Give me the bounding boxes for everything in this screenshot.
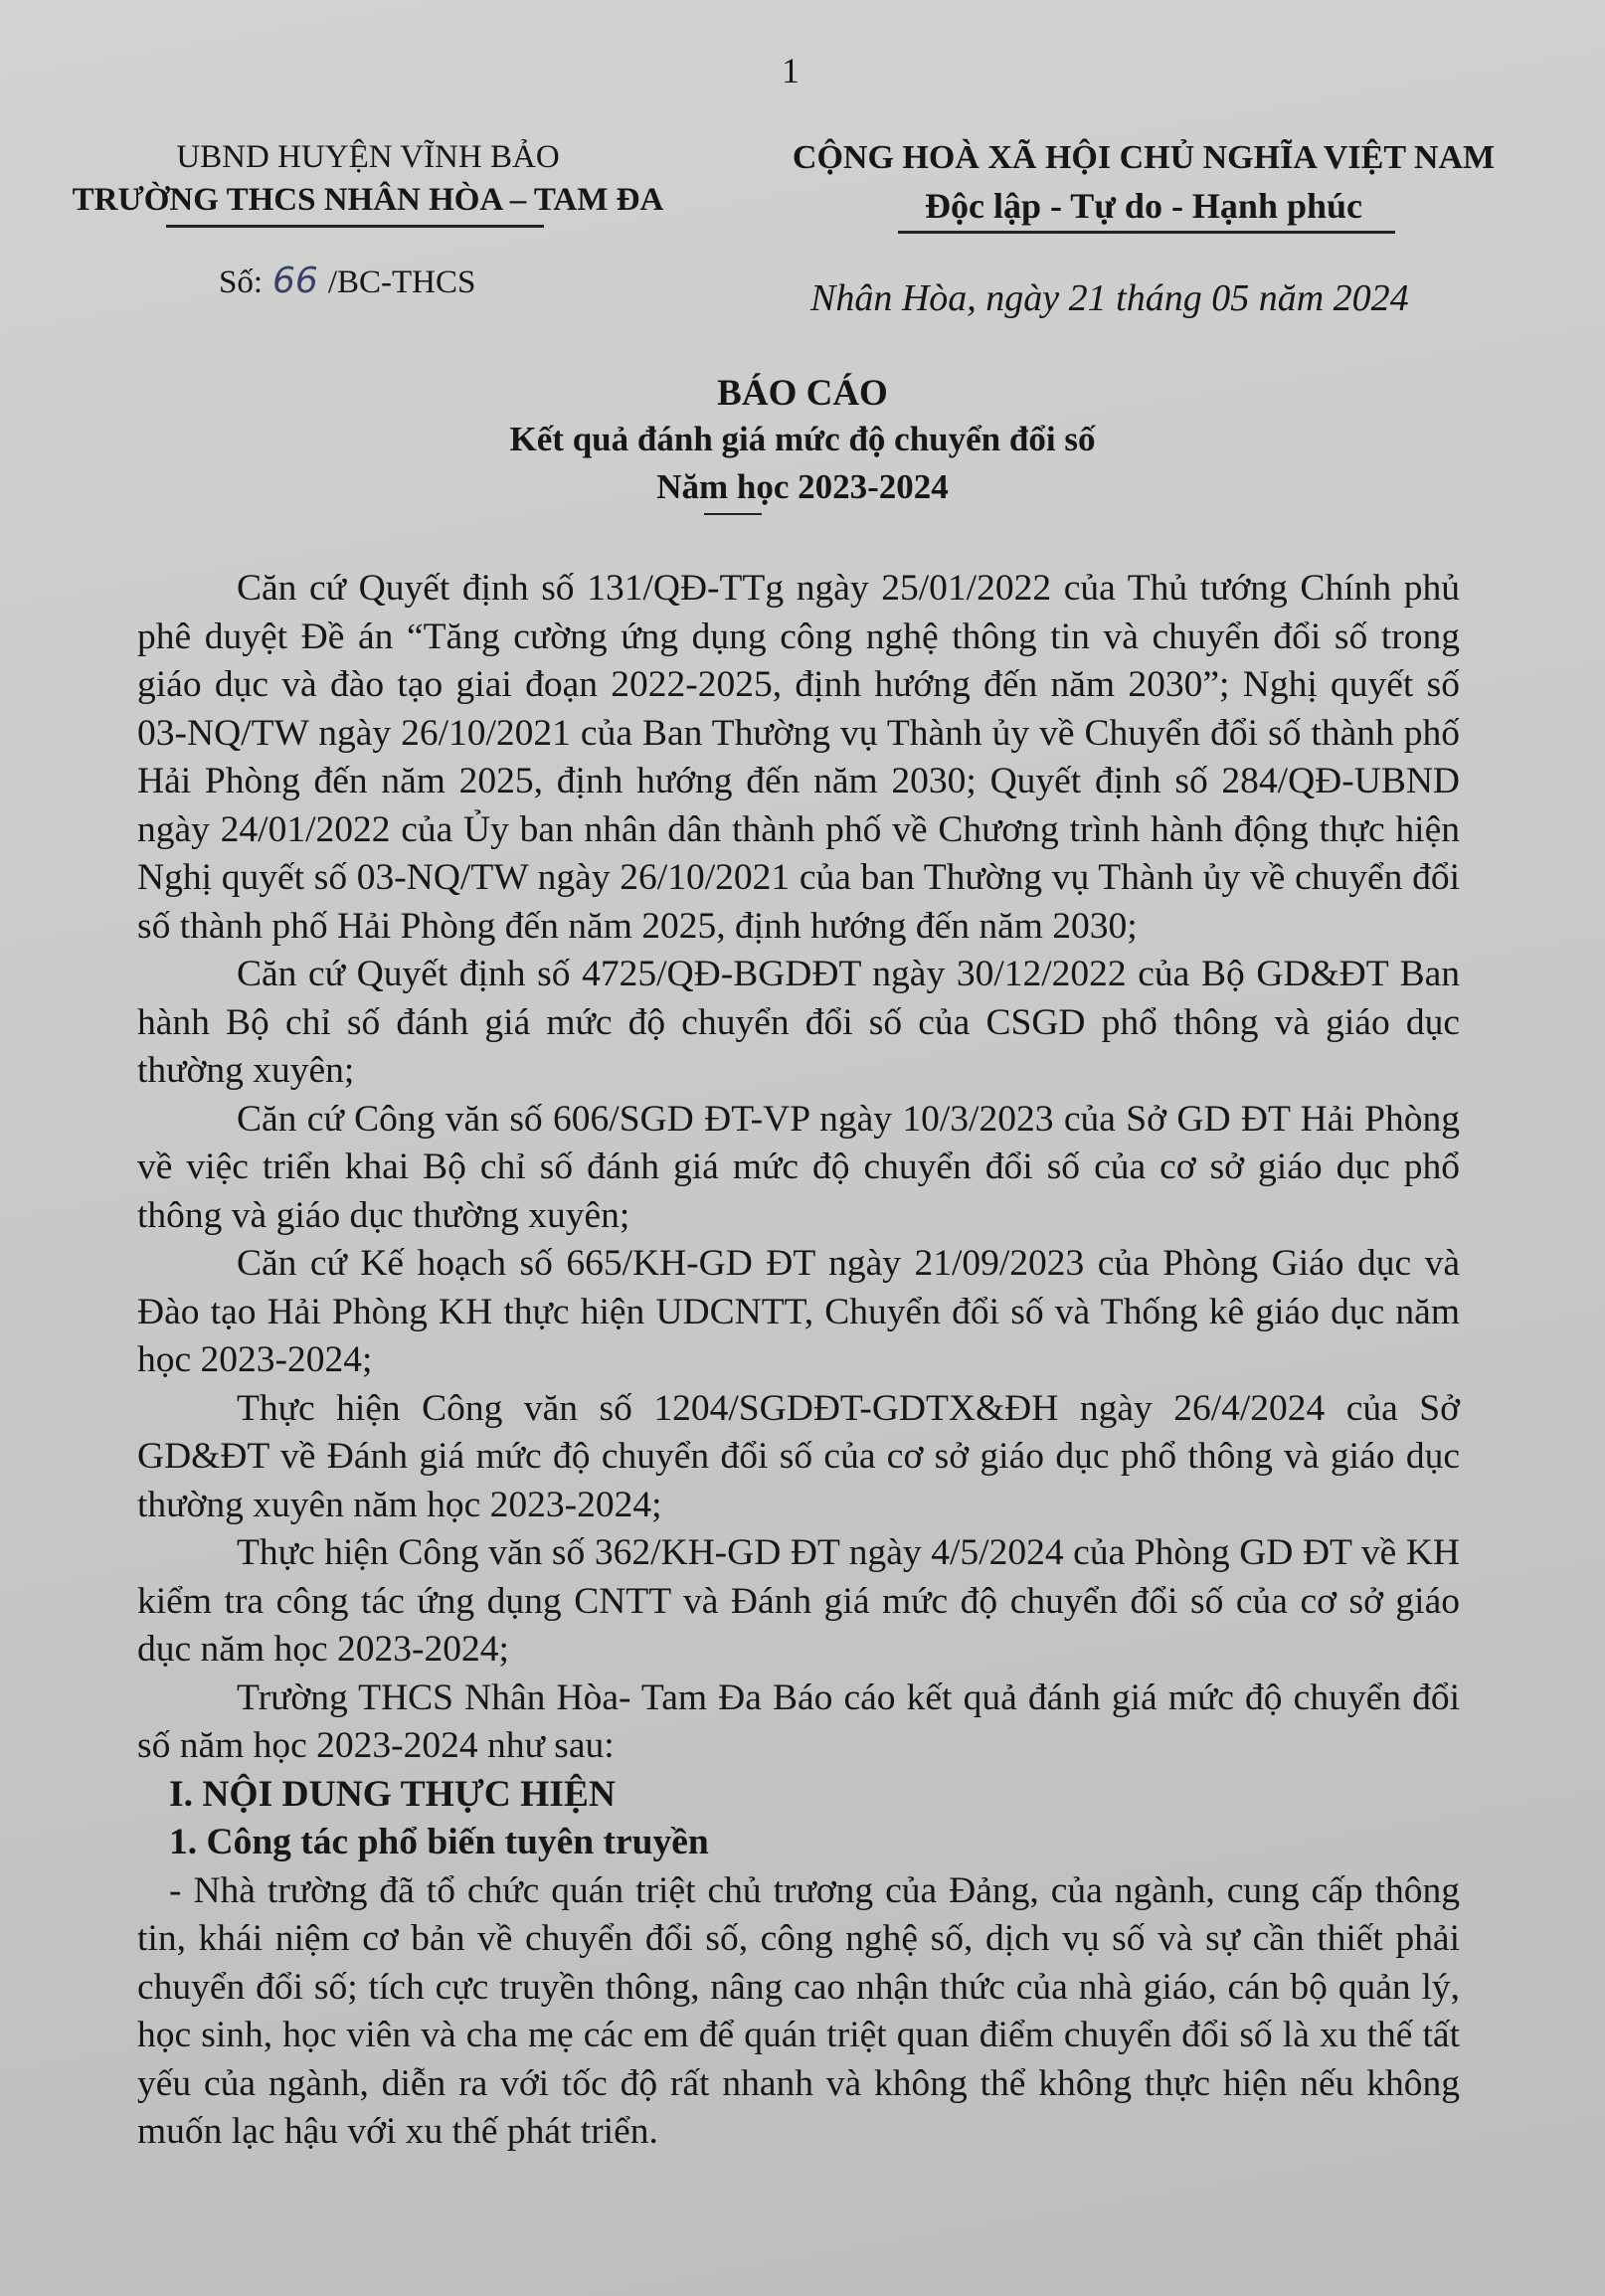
school-name-underline	[166, 225, 544, 228]
paragraph: Căn cứ Quyết định số 4725/QĐ-BGDĐT ngày 30/12/2022 của Bộ GD&ĐT Ban hành Bộ chỉ số đánh giá mức độ chuyển đổi số của CSGD phổ thông và giáo dục thường xuyên;	[137, 954, 1460, 1091]
page-number: 1	[782, 51, 800, 90]
paragraph: Căn cứ Công văn số 606/SGD ĐT-VP ngày 10/3/2023 của Sở GD ĐT Hải Phòng về việc triển khai Bộ chỉ số đánh giá mức độ chuyển đổi số của cơ sở giáo dục phổ thông và giáo dục thường xuyên;	[137, 1098, 1460, 1236]
national-title: CỘNG HOÀ XÃ HỘI CHỦ NGHĨA VIỆT NAM	[792, 139, 1496, 176]
motto-underline	[898, 231, 1395, 234]
document-title: BÁO CÁO	[717, 373, 888, 414]
agency-name: UBND HUYỆN VĨNH BẢO	[176, 139, 560, 175]
paragraph: Căn cứ Quyết định số 131/QĐ-TTg ngày 25/01/2022 của Thủ tướng Chính phủ phê duyệt Đề án “Tăng cường ứng dụng công nghệ thông tin và chuyển đổi số trong giáo dục và đào tạo giai đoạn 2022-2025, định hướng đến năm 2030”; Nghị quyết số 03-NQ/TW ngày 26/10/2021 của Ban Thường vụ Thành ủy về Chuyển đổi số thành phố Hải Phòng đến năm 2025, định hướng đến năm 2030; Quyết định số 284/QĐ-UBND ngày 24/01/2022 của Ủy ban nhân dân thành phố về Chương trình hành động thực hiện Nghị quyết số 03-NQ/TW ngày 26/10/2021 của ban Thường vụ Thành ủy về chuyển đổi số thành phố Hải Phòng đến năm 2025, định hướng đến năm 2030;	[137, 568, 1460, 947]
school-year: Năm học 2023-2024	[656, 467, 949, 506]
number-suffix: /BC-THCS	[327, 265, 476, 300]
national-motto: Độc lập - Tự do - Hạnh phúc	[924, 186, 1363, 226]
document-date: Nhân Hòa, ngày 21 tháng 05 năm 2024	[810, 277, 1409, 319]
paragraph: Trường THCS Nhân Hòa- Tam Đa Báo cáo kết quả đánh giá mức độ chuyển đổi số năm học 2023-2024 như sau:	[137, 1677, 1460, 1766]
document-subtitle: Kết quả đánh giá mức độ chuyển đổi số	[509, 420, 1096, 458]
paragraph: Thực hiện Công văn số 362/KH-GD ĐT ngày 4/5/2024 của Phòng GD ĐT về KH kiểm tra công tác ứng dụng CNTT và Đánh giá mức độ chuyển đổi số của cơ sở giáo dục năm học 2023-2024;	[137, 1532, 1460, 1670]
school-name: TRƯỜNG THCS NHÂN HÒA – TAM ĐA	[72, 182, 664, 218]
number-prefix: Số:	[219, 265, 264, 300]
section-heading: I. NỘI DUNG THỰC HIỆN	[169, 1773, 617, 1815]
handwritten-number: 66	[272, 261, 318, 301]
paragraph: Căn cứ Kế hoạch số 665/KH-GD ĐT ngày 21/09/2023 của Phòng Giáo dục và Đào tạo Hải Phòng KH thực hiện UDCNTT, Chuyển đổi số và Thống kê giáo dục năm học 2023-2024;	[137, 1243, 1460, 1380]
title-underline	[704, 513, 762, 515]
paragraph: Thực hiện Công văn số 1204/SGDĐT-GDTX&ĐH ngày 26/4/2024 của Sở GD&ĐT về Đánh giá mức độ chuyển đổi số của cơ sở giáo dục phổ thông và giáo dục thường xuyên năm học 2023-2024;	[137, 1387, 1460, 1525]
document-body	[137, 565, 1460, 2157]
subsection-heading: 1. Công tác phổ biến tuyên truyền	[169, 1822, 709, 1862]
bullet-paragraph: - Nhà trường đã tổ chức quán triệt chủ trương của Đảng, của ngành, cung cấp thông tin, khái niệm cơ bản về chuyển đổi số, công nghệ số, dịch vụ số và sự cần thiết phải chuyển đổi số; tích cực truyền thông, nâng cao nhận thức của nhà giáo, cán bộ quản lý, học sinh, học viên và cha mẹ các em để quán triệt quan điểm chuyển đổi số là xu thế tất yếu của ngành, diễn ra với tốc độ rất nhanh và không thể không thực hiện nếu không muốn lạc hậu với xu thế phát triển.	[137, 1869, 1460, 2152]
document-number	[219, 261, 475, 301]
